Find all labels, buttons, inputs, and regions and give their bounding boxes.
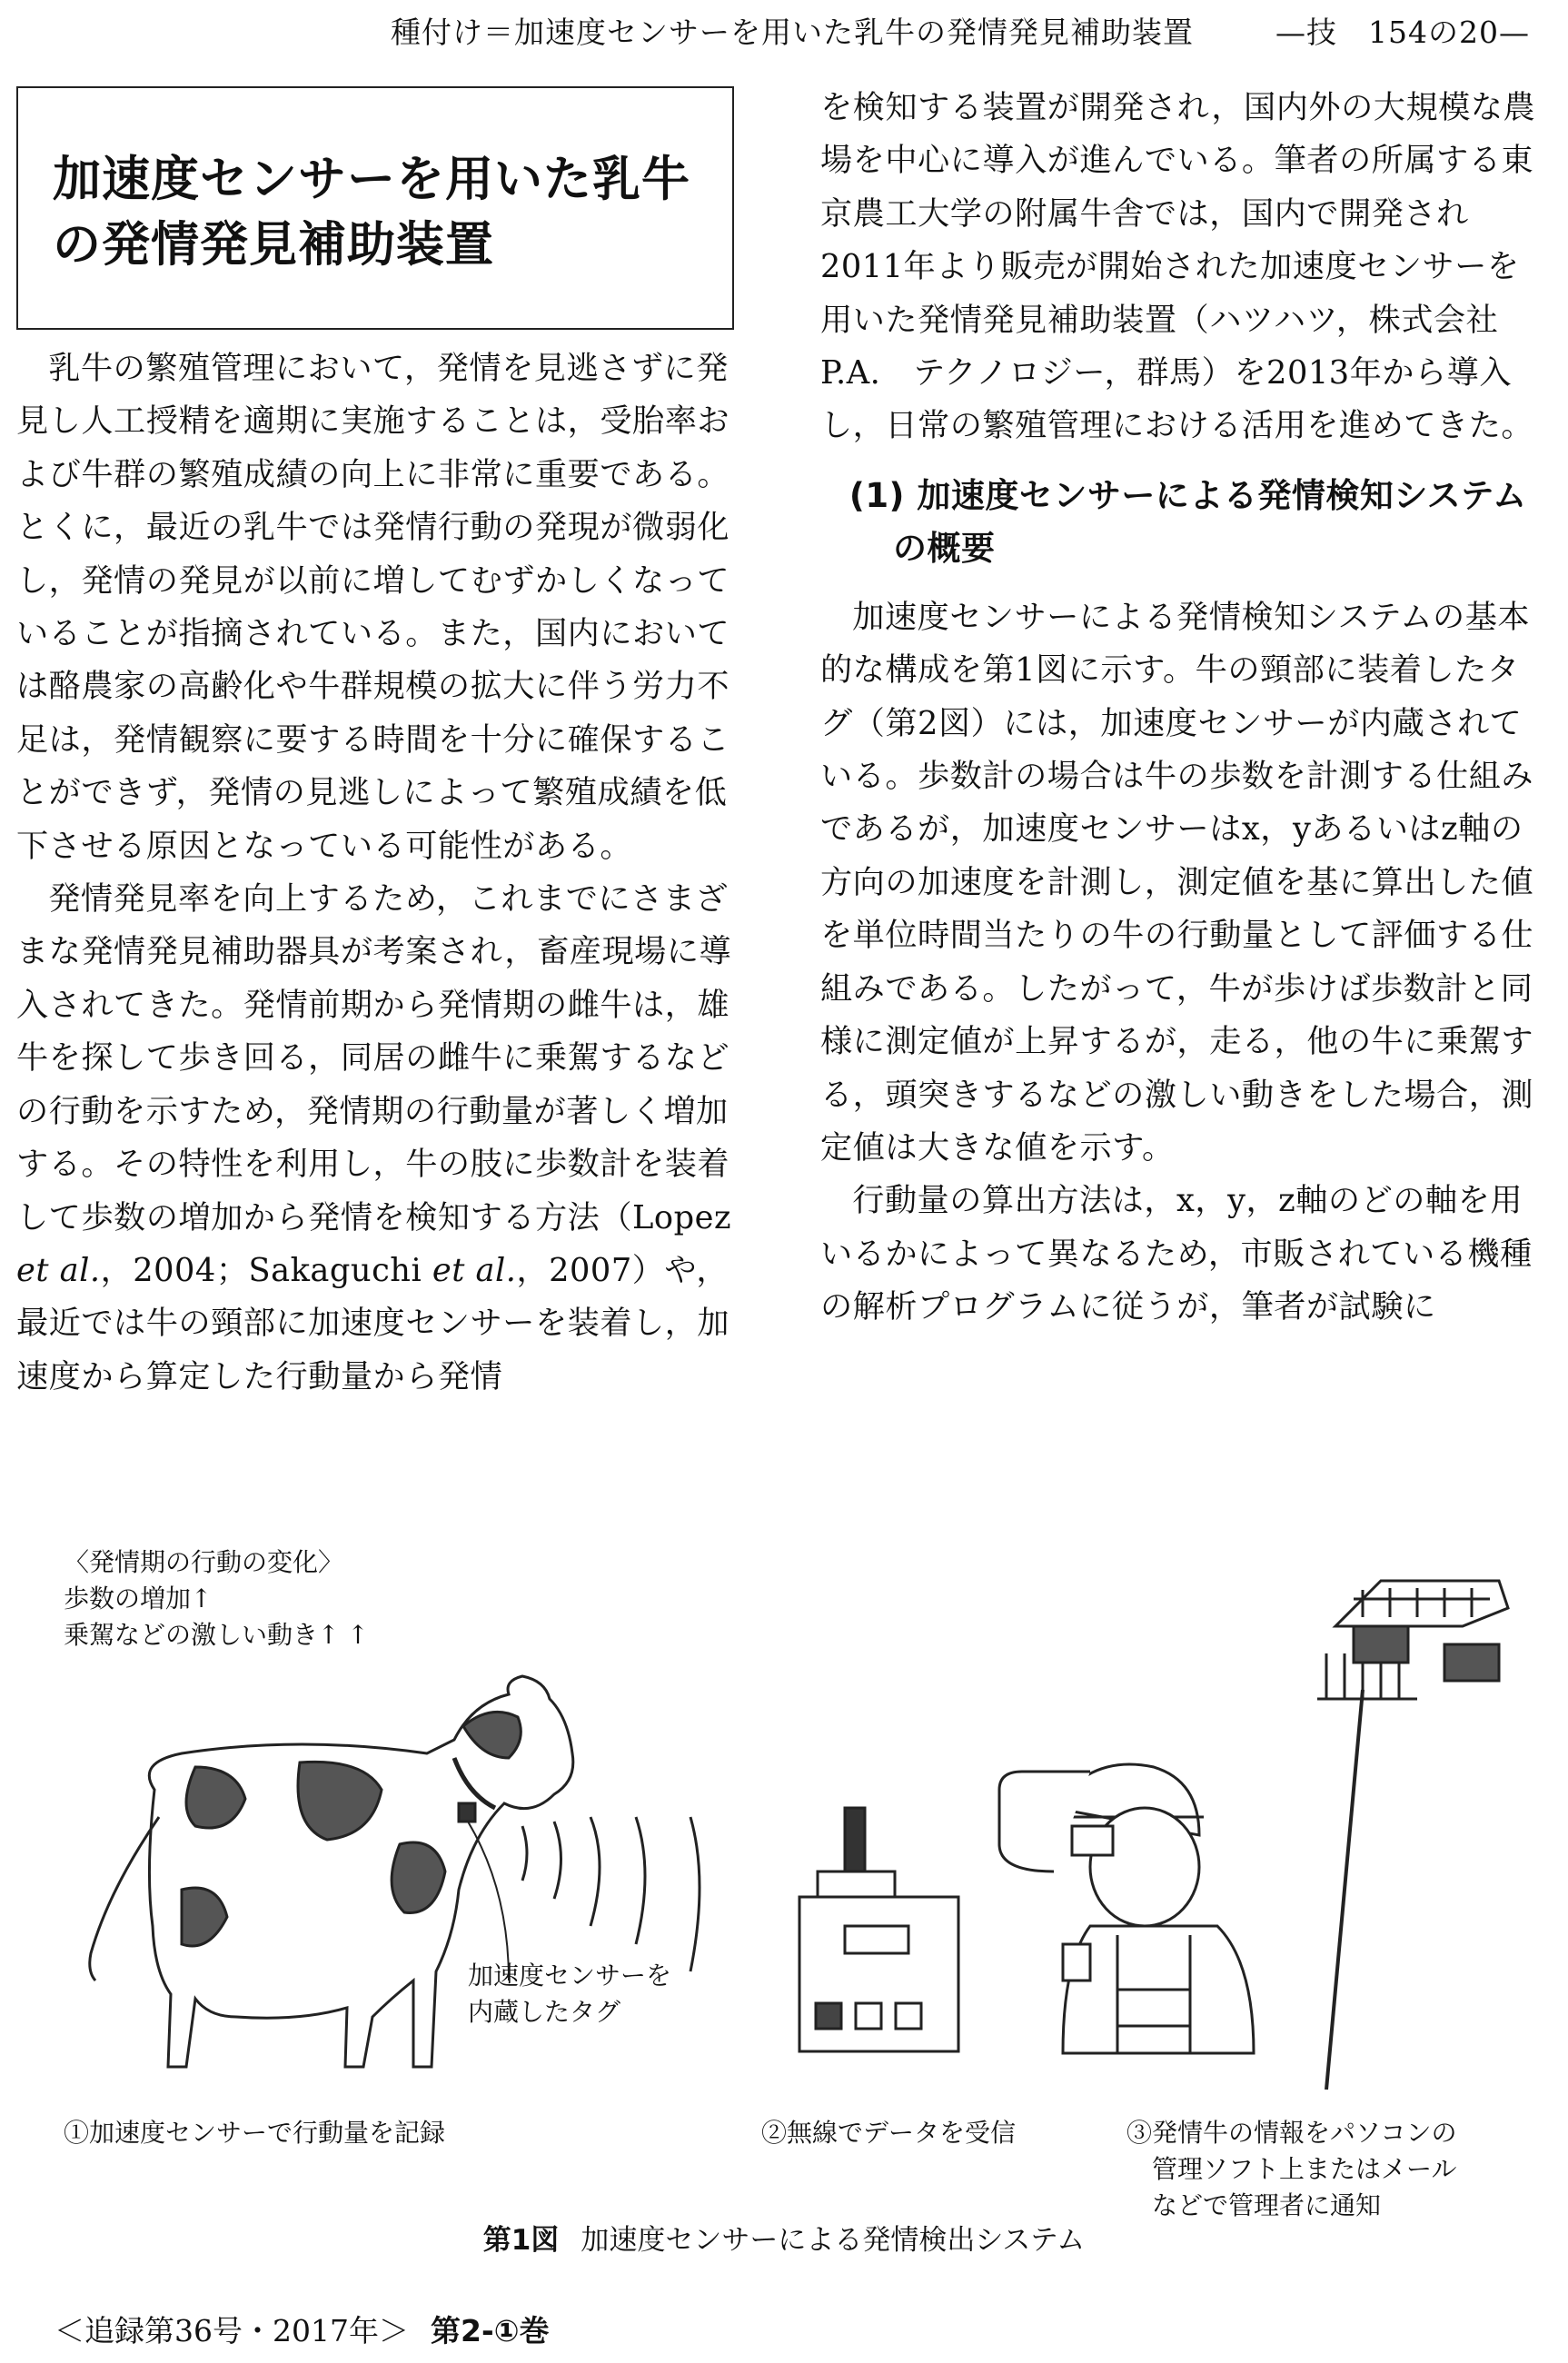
receiver-illustration	[799, 1808, 958, 2051]
legend-mounting: 乗駕などの激しい動き↑ ↑	[64, 1620, 369, 1650]
text-run: ，2004；Sakaguchi	[100, 1251, 432, 1289]
paragraph-calculation: 行動量の算出方法は，x，y，z軸のどの軸を用いるかによって異なるため，市販されている機種の解析プログラムに従うが，筆者が試験に	[820, 1182, 1533, 1326]
left-column	[16, 343, 739, 1404]
farmer-illustration	[999, 1653, 1417, 2090]
text-run: 発情発見率を向上するため，これまでにさまざまな発情発見補助器具が考案され，畜産現場に導入されてきた。発情前期から発情期の雌牛は，雄牛を探して歩き回る，同居の雌牛に乗駕するなどの行動を示すため，発情期の行動量が著しく増加する。その特性を利用し，牛の肢に歩数計を装着して歩数の増加から発情を検知する方法（Lopez	[16, 880, 732, 1236]
caption-text: 加速度センサーによる発情検出システム	[581, 2224, 1086, 2257]
caption-number: 第1図	[482, 2224, 560, 2257]
figure-1	[0, 1544, 1568, 2253]
wireless-wave-icon	[522, 1817, 700, 1971]
step-2-label: ②無線でデータを受信	[761, 2118, 1017, 2148]
paragraph-system: 加速度センサーによる発情検知システムの基本的な構成を第1図に示す。牛の頸部に装着したタグ（第2図）には，加速度センサーが内蔵されている。歩数計の場合は牛の歩数を計測する仕組みであるが，加速度センサーはx，yあるいはz軸の方向の加速度を計測し，測定値を基に算出した値を単位時間当たりの牛の行動量として評価する仕組みである。したがって，牛が歩けば歩数計と同様に測定値が上昇するが，走る，他の牛に乗駕する，頭突きするなどの激しい動きをした場合，測定値は大きな値を示す。	[820, 598, 1534, 1167]
right-column	[820, 82, 1543, 1335]
step-1-label: ①加速度センサーで行動量を記録	[64, 2118, 446, 2148]
volume-info: 第2-①巻	[430, 2313, 550, 2348]
citation-etal: et al.	[432, 1251, 517, 1289]
running-header	[391, 9, 1535, 52]
tag-label-line2: 内蔵したタグ	[468, 1997, 621, 2027]
step-3-label-line3: などで管理者に通知	[1152, 2190, 1382, 2220]
page-footer	[55, 2308, 550, 2350]
title-box	[16, 86, 734, 330]
step-3-label-line1: ③発情牛の情報をパソコンの	[1126, 2118, 1457, 2148]
figure-caption	[0, 2217, 1568, 2258]
step-3-label-line2: 管理ソフト上またはメール	[1152, 2154, 1457, 2184]
issue-info: ＜追録第36号・2017年＞	[55, 2313, 409, 2348]
section-heading: (1) 加速度センサーによる発情検知システムの概要	[849, 475, 1527, 568]
legend-title: 〈発情期の行動の変化〉	[64, 1547, 344, 1577]
paragraph-continued: を検知する装置が開発され，国内外の大規模な農場を中心に導入が進んでいる。筆者の所属する東京農工大学の附属牛舎では，国内で開発され2011年より販売が開始された加速度センサーを用いた発情発見補助装置（ハツハツ，株式会社P.A. テクノロジー，群馬）を2013年から導入し，日常の繁殖管理における活用を進めてきた。	[820, 89, 1536, 445]
paragraph-devices	[16, 873, 739, 1404]
article-title: 加速度センサーを用いた乳牛の発情発見補助装置	[53, 152, 690, 273]
text-run: ，2007）や，最近では牛の頸部に加速度センサーを装着し，加速度から算定した行動量から発情	[16, 1251, 730, 1395]
running-title: 種付け＝加速度センサーを用いた乳牛の発情発見補助装置	[391, 15, 1194, 50]
paragraph-intro: 乳牛の繁殖管理において，発情を見逃さずに発見し人工授精を適期に実施することは，受胎率および牛群の繁殖成績の向上に非常に重要である。とくに，最近の乳牛では発情行動の発現が微弱化し，発情の発見が以前に増してむずかしくなっていることが指摘されている。また，国内においては酪農家の高齢化や牛群規模の拡大に伴う労力不足は，発情観察に要する時間を十分に確保することができず，発情の見逃しによって繁殖成績を低下させる原因となっている可能性がある。	[16, 350, 730, 865]
citation-etal: et al.	[16, 1251, 101, 1289]
tag-label-line1: 加速度センサーを	[468, 1961, 672, 1991]
section-number: —技 154の20—	[1275, 15, 1530, 50]
legend-steps: 歩数の増加↑	[64, 1584, 213, 1613]
